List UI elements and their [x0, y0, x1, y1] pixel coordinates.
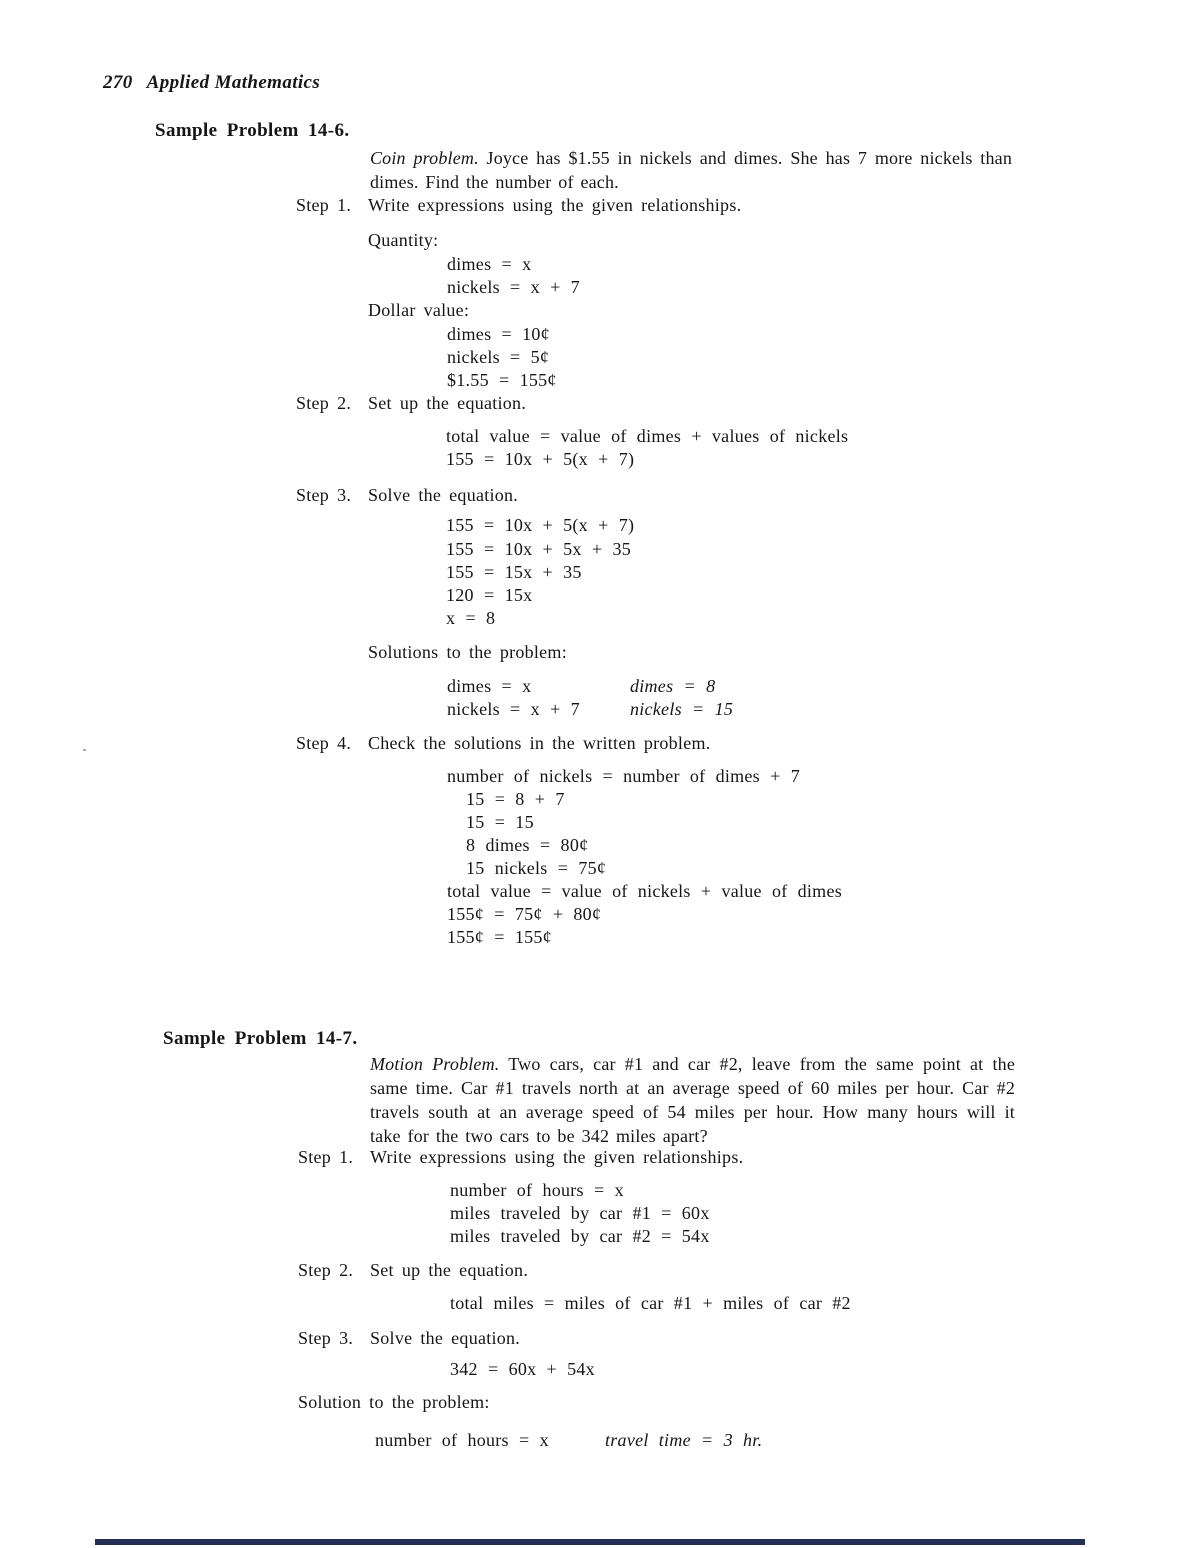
solution-right: travel time = 3 hr.	[605, 1430, 763, 1450]
solve-equation: 155 = 10x + 5x + 35	[446, 539, 631, 559]
step-2-label: Step 2.	[298, 1260, 354, 1280]
expression-line: number of hours = x	[450, 1180, 624, 1200]
expression-line: miles traveled by car #1 = 60x	[450, 1203, 710, 1223]
check-line: total value = value of nickels + value of dimes	[447, 881, 842, 901]
setup-equation: total miles = miles of car #1 + miles of car #2	[450, 1293, 851, 1313]
quantity-line: dimes = x	[447, 254, 532, 274]
check-line: 15 = 8 + 7	[466, 789, 565, 809]
quantity-line: nickels = x + 7	[447, 277, 580, 297]
solutions-heading: Solutions to the problem:	[368, 642, 567, 662]
step-1-line	[298, 1146, 743, 1169]
step-2-text: Set up the equation.	[370, 1260, 529, 1280]
check-line: 155¢ = 75¢ + 80¢	[447, 904, 602, 924]
step-3-label: Step 3.	[298, 1328, 354, 1348]
problem-14-7-body: Two cars, car #1 and car #2, leave from the same point at the same time. Car #1 travels north at an average speed of 60 miles per hour. Car #2 travels south at an average speed of 54 miles per hour. How many hours will it take for the two cars to be 342 miles apart?	[370, 1054, 1016, 1146]
solve-equation: 155 = 10x + 5(x + 7)	[446, 515, 635, 535]
step-1-line	[296, 194, 741, 217]
step-3-text: Solve the equation.	[368, 485, 519, 505]
problem-14-7-statement	[370, 1052, 1015, 1148]
step-2-label: Step 2.	[296, 393, 352, 413]
solve-equation: 120 = 15x	[446, 585, 533, 605]
page-number: 270	[103, 72, 133, 93]
check-line: number of nickels = number of dimes + 7	[447, 766, 800, 786]
problem-14-6-statement	[370, 146, 1012, 194]
check-line: 15 nickels = 75¢	[466, 858, 607, 878]
check-line: 8 dimes = 80¢	[466, 835, 589, 855]
dollar-line: $1.55 = 155¢	[447, 370, 557, 390]
problem-14-6-title: Sample Problem 14-6.	[155, 120, 350, 141]
step-3-text: Solve the equation.	[370, 1328, 521, 1348]
solution-heading: Solution to the problem:	[298, 1392, 490, 1412]
step-1-label: Step 1.	[296, 195, 352, 215]
step-3-label: Step 3.	[296, 485, 352, 505]
page-header	[103, 72, 320, 94]
scan-edge-artifact	[95, 1539, 1085, 1545]
margin-speck-artifact	[83, 749, 86, 751]
solution-right: dimes = 8	[630, 676, 716, 696]
dollar-value-heading: Dollar value:	[368, 300, 470, 320]
solution-left: dimes = x	[447, 676, 532, 696]
solve-equation: x = 8	[446, 608, 496, 628]
book-title: Applied Mathematics	[146, 72, 321, 93]
dollar-line: dimes = 10¢	[447, 324, 550, 344]
solution-left: nickels = x + 7	[447, 699, 580, 719]
check-line: 15 = 15	[466, 812, 534, 832]
step-2-text: Set up the equation.	[368, 393, 527, 413]
step-1-text: Write expressions using the given relationships.	[368, 195, 742, 215]
solution-right: nickels = 15	[630, 699, 734, 719]
problem-14-7-title: Sample Problem 14-7.	[163, 1028, 358, 1049]
step-4-text: Check the solutions in the written problem.	[368, 733, 711, 753]
setup-equation: total value = value of dimes + values of nickels	[446, 426, 849, 446]
expression-line: miles traveled by car #2 = 54x	[450, 1226, 710, 1246]
problem-14-6-body: Joyce has $1.55 in nickels and dimes. She has 7 more nickels than dimes. Find the number of each.	[370, 148, 1012, 192]
step-2-line	[296, 392, 526, 415]
check-line: 155¢ = 155¢	[447, 927, 552, 947]
solve-equation: 155 = 15x + 35	[446, 562, 582, 582]
problem-14-7-lead: Motion Problem.	[370, 1054, 500, 1074]
setup-equation: 155 = 10x + 5(x + 7)	[446, 449, 635, 469]
step-1-text: Write expressions using the given relationships.	[370, 1147, 744, 1167]
step-3-line	[298, 1327, 520, 1350]
step-4-line	[296, 732, 711, 755]
solve-equation: 342 = 60x + 54x	[450, 1359, 595, 1379]
problem-14-6-lead: Coin problem.	[370, 148, 479, 168]
quantity-heading: Quantity:	[368, 230, 439, 250]
step-2-line	[298, 1259, 528, 1282]
dollar-line: nickels = 5¢	[447, 347, 550, 367]
step-3-line	[296, 484, 518, 507]
step-1-label: Step 1.	[298, 1147, 354, 1167]
solution-left: number of hours = x	[375, 1430, 549, 1450]
step-4-label: Step 4.	[296, 733, 352, 753]
